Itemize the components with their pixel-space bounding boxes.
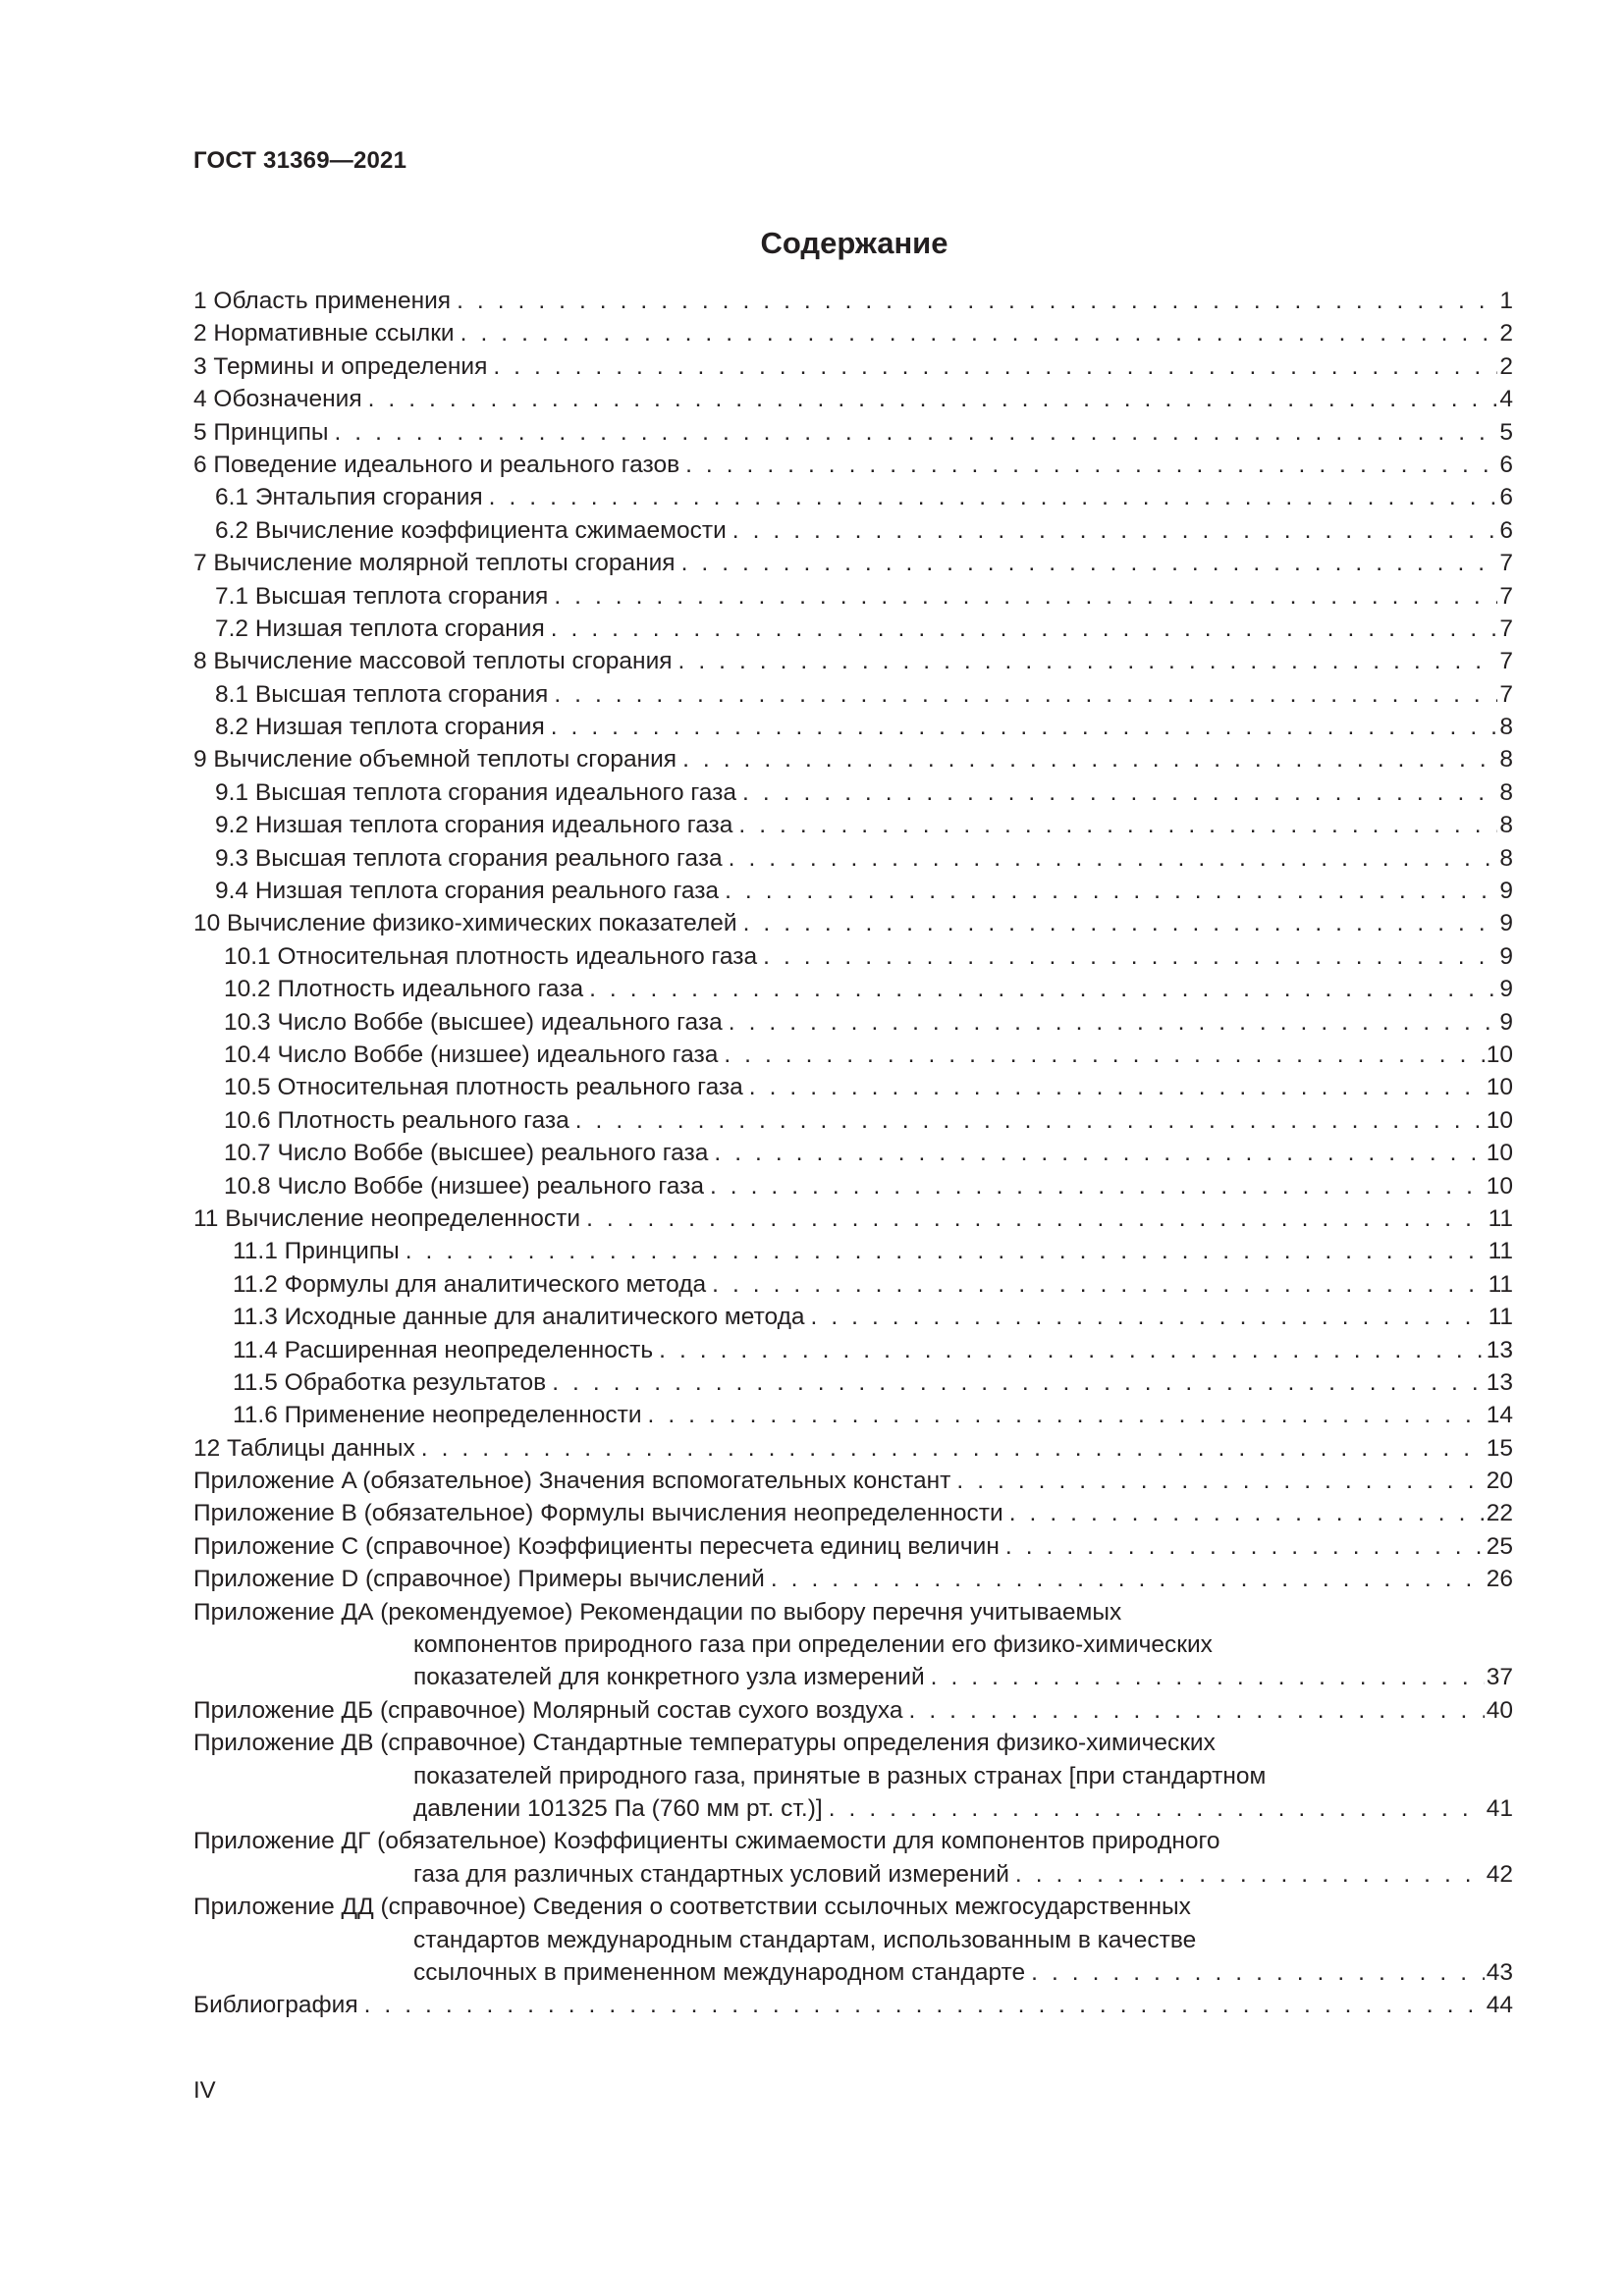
- toc-entry-row: [193, 285, 1513, 317]
- dot-leader: [729, 1006, 1498, 1039]
- toc-entry-title: 6.2 Вычисление коэффициента сжимаемости: [215, 516, 727, 544]
- toc-entry-page: 11: [1488, 1304, 1513, 1331]
- dot-leader: [712, 1268, 1486, 1301]
- toc-entry[interactable]: [193, 1006, 1513, 1039]
- toc-entry-row: [193, 317, 1513, 349]
- toc-entry[interactable]: [193, 809, 1513, 841]
- toc-entry[interactable]: [193, 776, 1513, 809]
- toc-entry-row: [193, 1202, 1513, 1235]
- toc-entry-row: [215, 842, 1513, 875]
- dot-leader: [586, 1202, 1486, 1235]
- toc-entry-page: 26: [1486, 1566, 1513, 1593]
- dot-leader: [489, 481, 1498, 513]
- toc-entry-page: 11: [1488, 1238, 1513, 1265]
- toc-entry-title-line: стандартов международным стандартам, использованным в качестве: [413, 1926, 1197, 1953]
- toc-entry-page: 1: [1499, 288, 1513, 314]
- dot-leader: [1015, 1858, 1485, 1891]
- toc-entry-row: [224, 1071, 1513, 1103]
- toc-entry[interactable]: [193, 743, 1513, 775]
- dot-leader: [575, 1104, 1485, 1137]
- dot-leader: [729, 842, 1498, 875]
- page-number: IV: [193, 2077, 216, 2104]
- toc-entry-title: 6 Поведение идеального и реального газов: [193, 451, 680, 478]
- toc-entry-page: 8: [1499, 812, 1513, 839]
- toc-entry-title: 9.4 Низшая теплота сгорания реального газа: [215, 878, 720, 905]
- toc-title: Содержание: [760, 226, 948, 260]
- toc-entry-row: [193, 1530, 1513, 1563]
- toc-entry-row: [193, 1465, 1513, 1497]
- toc-entry-row: [215, 809, 1513, 841]
- toc-entry-row: [193, 907, 1513, 939]
- toc-entry-page: 13: [1486, 1336, 1513, 1363]
- toc-entry[interactable]: [193, 1596, 1513, 1694]
- dot-leader: [648, 1399, 1485, 1431]
- toc-entry-row: [215, 776, 1513, 809]
- toc-entry-page: 22: [1486, 1500, 1513, 1527]
- toc-entry[interactable]: [193, 1235, 1513, 1267]
- dot-leader: [678, 645, 1498, 677]
- toc-entry-title: 6.1 Энтальпия сгорания: [215, 484, 483, 511]
- toc-entry-title: 10.1 Относительная плотность идеального газа: [224, 942, 758, 970]
- toc-entry-title: 10 Вычисление физико-химических показателей: [193, 910, 737, 937]
- toc-entry[interactable]: [193, 678, 1513, 711]
- toc-entry-row: [233, 1399, 1513, 1431]
- toc-entry-title: 9.1 Высшая теплота сгорания идеального газа: [215, 778, 736, 806]
- toc-entry-title: Приложение ДБ (справочное) Молярный состав сухого воздуха: [193, 1696, 903, 1724]
- toc-entry-title: 10.5 Относительная плотность реального газа: [224, 1074, 743, 1101]
- toc-entry-page: 8: [1499, 778, 1513, 806]
- toc-entry[interactable]: [193, 1825, 1513, 1891]
- dot-leader: [364, 1989, 1485, 2021]
- toc-entry-page: 41: [1486, 1794, 1513, 1822]
- dot-leader: [551, 613, 1498, 645]
- toc-entry-row: [224, 1137, 1513, 1169]
- toc-entry-page: 11: [1488, 1270, 1513, 1298]
- toc-entry[interactable]: [193, 1399, 1513, 1431]
- toc-entry-title: Библиография: [193, 1992, 358, 2019]
- dot-leader: [334, 416, 1497, 449]
- toc-entry-title-line: компонентов природного газа при определении его физико-химических: [413, 1631, 1213, 1659]
- toc-entry[interactable]: [193, 547, 1513, 579]
- dot-leader: [738, 809, 1497, 841]
- toc-entry[interactable]: [193, 1989, 1513, 2021]
- toc-entry[interactable]: [193, 1071, 1513, 1103]
- toc-entry-page: 9: [1499, 1008, 1513, 1036]
- toc-entry-title: 1 Область применения: [193, 288, 452, 314]
- toc-entry[interactable]: [193, 1137, 1513, 1169]
- toc-entry[interactable]: [193, 1432, 1513, 1465]
- dot-leader: [406, 1235, 1487, 1267]
- toc-entry[interactable]: [193, 1891, 1513, 1989]
- toc-entry-row: [215, 580, 1513, 613]
- toc-entry-page: 13: [1486, 1368, 1513, 1396]
- toc-entry-page: 37: [1486, 1664, 1513, 1691]
- toc-entry-page: 2: [1499, 352, 1513, 380]
- toc-entry-title: Приложение D (справочное) Примеры вычислений: [193, 1566, 765, 1593]
- toc-entry-row: [224, 973, 1513, 1005]
- toc-entry-page: 15: [1486, 1434, 1513, 1462]
- toc-entry-page: 8: [1499, 714, 1513, 741]
- toc-entry-title: 11.3 Исходные данные для аналитического метода: [233, 1304, 805, 1331]
- toc-entry-title-line: Приложение ДД (справочное) Сведения о соответствии ссылочных межгосударственных: [193, 1894, 1191, 1921]
- toc-entry-row: [215, 678, 1513, 711]
- toc-entry[interactable]: [193, 940, 1513, 973]
- dot-leader: [685, 449, 1497, 481]
- dot-leader: [763, 940, 1497, 973]
- toc-entry-title: 7.1 Высшая теплота сгорания: [215, 582, 549, 610]
- toc-entry[interactable]: [193, 1202, 1513, 1235]
- toc-entry-row: [193, 449, 1513, 481]
- toc-entry-title: Приложение B (обязательное) Формулы вычисления неопределенности: [193, 1500, 1003, 1527]
- dot-leader: [421, 1432, 1485, 1465]
- toc-entry-title-line: Приложение ДГ (обязательное) Коэффициенты сжимаемости для компонентов природного: [193, 1828, 1220, 1855]
- toc-entry-title: 8.1 Высшая теплота сгорания: [215, 680, 549, 708]
- toc-entry-page: 7: [1499, 614, 1513, 642]
- toc-entry-title: 7.2 Низшая теплота сгорания: [215, 614, 545, 642]
- toc-entry-page: 14: [1486, 1402, 1513, 1429]
- toc-entry-title: 10.4 Число Воббе (низшее) идеального газа: [224, 1041, 719, 1068]
- toc-entry[interactable]: [193, 1170, 1513, 1202]
- toc-entry-row: [193, 1694, 1513, 1727]
- toc-entry[interactable]: [193, 481, 1513, 513]
- toc-entry-page: 20: [1486, 1468, 1513, 1495]
- toc-entry-row: [215, 711, 1513, 743]
- toc-entry-row: [193, 1989, 1513, 2021]
- toc-entry-title: 8 Вычисление массовой теплоты сгорания: [193, 648, 673, 675]
- toc-entry-title: 10.8 Число Воббе (низшее) реального газа: [224, 1172, 704, 1200]
- toc-entry-page: 2: [1499, 320, 1513, 347]
- toc-entry-row: [193, 383, 1513, 415]
- toc-entry-title: 8.2 Низшая теплота сгорания: [215, 714, 545, 741]
- toc-entry-title: ссылочных в примененном международном стандарте: [413, 1958, 1026, 1986]
- toc-entry-title: Приложение C (справочное) Коэффициенты пересчета единиц величин: [193, 1532, 1000, 1560]
- toc-entry-row: [224, 1104, 1513, 1137]
- dot-leader: [589, 973, 1497, 1005]
- toc-entry[interactable]: [193, 1334, 1513, 1366]
- toc-entry-page: 8: [1499, 844, 1513, 872]
- toc-entry-page: 8: [1499, 746, 1513, 774]
- toc-entry[interactable]: [193, 842, 1513, 875]
- dot-leader: [460, 317, 1498, 349]
- toc-entry-page: 7: [1499, 648, 1513, 675]
- toc-entry-title: 11 Вычисление неопределенности: [193, 1204, 581, 1232]
- toc-entry-page: 7: [1499, 550, 1513, 577]
- toc-entry[interactable]: [193, 1301, 1513, 1333]
- toc-entry-page: 44: [1486, 1992, 1513, 2019]
- toc-entry-page: 11: [1488, 1204, 1513, 1232]
- toc-entry-title: 11.4 Расширенная неопределенность: [233, 1336, 654, 1363]
- toc-entry-page: 42: [1486, 1860, 1513, 1888]
- toc-entry[interactable]: [193, 1039, 1513, 1071]
- dot-leader: [552, 1366, 1485, 1399]
- toc-entry-page: 4: [1499, 386, 1513, 413]
- toc-entry-row: [233, 1334, 1513, 1366]
- toc-entry[interactable]: [193, 711, 1513, 743]
- toc-entry-page: 6: [1499, 484, 1513, 511]
- toc-entry-title: 12 Таблицы данных: [193, 1434, 415, 1462]
- toc-entry[interactable]: [193, 514, 1513, 547]
- toc-entry-title: 9 Вычисление объемной теплоты сгорания: [193, 746, 677, 774]
- toc-entry-row: [193, 1563, 1513, 1595]
- dot-leader: [749, 1071, 1485, 1103]
- toc-entry-page: 40: [1486, 1696, 1513, 1724]
- toc-entry-title: 7 Вычисление молярной теплоты сгорания: [193, 550, 676, 577]
- dot-leader: [681, 547, 1498, 579]
- toc-entry-page: 9: [1499, 910, 1513, 937]
- dot-leader: [659, 1334, 1485, 1366]
- toc-entry-page: 10: [1486, 1106, 1513, 1134]
- toc-entry-row: [193, 547, 1513, 579]
- toc-entry-row: [215, 481, 1513, 513]
- toc-entry-title-line: показателей природного газа, принятые в разных странах [при стандартном: [413, 1762, 1267, 1789]
- toc-entry[interactable]: [193, 1465, 1513, 1497]
- dot-leader: [554, 580, 1497, 613]
- toc-entry[interactable]: [193, 449, 1513, 481]
- dot-leader: [682, 743, 1497, 775]
- toc-entry[interactable]: [193, 580, 1513, 613]
- toc-entry[interactable]: [193, 416, 1513, 449]
- toc-entry[interactable]: [193, 383, 1513, 415]
- toc-entry-page: 9: [1499, 942, 1513, 970]
- toc-entry-title: 11.1 Принципы: [233, 1238, 400, 1265]
- dot-leader: [732, 514, 1498, 547]
- toc-entry-row: [193, 350, 1513, 383]
- dot-leader: [771, 1563, 1485, 1595]
- toc-entry[interactable]: [193, 907, 1513, 939]
- toc-entry-row: [233, 1301, 1513, 1333]
- toc-entry[interactable]: [193, 317, 1513, 349]
- toc-entry-title: 11.2 Формулы для аналитического метода: [233, 1270, 707, 1298]
- toc-entry-title-line: Приложение ДА (рекомендуемое) Рекомендации по выбору перечня учитываемых: [193, 1598, 1122, 1626]
- dot-leader: [1031, 1956, 1485, 1989]
- toc-entry-page: 10: [1486, 1041, 1513, 1068]
- toc-entry-page: 6: [1499, 516, 1513, 544]
- toc-entry-title: давлении 101325 Па (760 мм рт. ст.)]: [413, 1794, 823, 1822]
- toc-entry[interactable]: [193, 875, 1513, 907]
- toc-entry-title: 9.2 Низшая теплота сгорания идеального газа: [215, 812, 733, 839]
- toc-entry[interactable]: [193, 285, 1513, 317]
- dot-leader: [724, 1039, 1484, 1071]
- toc-entry-title: 3 Термины и определения: [193, 352, 488, 380]
- toc-entry-row: [193, 1956, 1513, 1989]
- dot-leader: [956, 1465, 1484, 1497]
- dot-leader: [742, 776, 1497, 809]
- toc-entry-row: [224, 1006, 1513, 1039]
- dot-leader: [457, 285, 1497, 317]
- dot-leader: [710, 1170, 1485, 1202]
- toc-entry-row: [193, 645, 1513, 677]
- toc-entry-page: 7: [1499, 582, 1513, 610]
- dot-leader: [1009, 1497, 1485, 1529]
- dot-leader: [493, 350, 1497, 383]
- dot-leader: [743, 907, 1498, 939]
- toc-entry-page: 25: [1486, 1532, 1513, 1560]
- toc-entry[interactable]: [193, 1104, 1513, 1137]
- toc-entry-row: [215, 514, 1513, 547]
- toc-entry-title: 11.6 Применение неопределенности: [233, 1402, 642, 1429]
- toc-entry-title: показателей для конкретного узла измерений: [413, 1664, 925, 1691]
- toc-entry[interactable]: [193, 1694, 1513, 1727]
- toc-entry-row: [193, 743, 1513, 775]
- toc-entry-page: 10: [1486, 1172, 1513, 1200]
- toc-entry[interactable]: [193, 1497, 1513, 1529]
- toc-entry-title: 4 Обозначения: [193, 386, 362, 413]
- dot-leader: [931, 1661, 1485, 1693]
- document-designation: ГОСТ 31369—2021: [193, 147, 407, 174]
- toc-entry-row: [193, 1432, 1513, 1465]
- toc-entry[interactable]: [193, 1530, 1513, 1563]
- toc-entry-page: 7: [1499, 680, 1513, 708]
- toc-entry-page: 10: [1486, 1074, 1513, 1101]
- toc-entry-title: 10.6 Плотность реального газа: [224, 1106, 569, 1134]
- dot-leader: [909, 1694, 1485, 1727]
- toc-entry-title: Приложение A (обязательное) Значения вспомогательных констант: [193, 1468, 951, 1495]
- dot-leader: [554, 678, 1497, 711]
- toc-entry-page: 9: [1499, 878, 1513, 905]
- toc-entry-title: 10.7 Число Воббе (высшее) реального газа: [224, 1140, 709, 1167]
- toc-entry-title: 11.5 Обработка результатов: [233, 1368, 547, 1396]
- toc-entry-row: [193, 1858, 1513, 1891]
- dot-leader: [368, 383, 1498, 415]
- dot-leader: [829, 1792, 1485, 1825]
- toc-entry-row: [224, 1039, 1513, 1071]
- dot-leader: [811, 1301, 1487, 1333]
- toc-entry-page: 43: [1486, 1958, 1513, 1986]
- toc-entry-page: 6: [1499, 451, 1513, 478]
- toc-entry[interactable]: [193, 1563, 1513, 1595]
- dot-leader: [1005, 1530, 1485, 1563]
- toc-entry[interactable]: [193, 645, 1513, 677]
- toc-entry[interactable]: [193, 973, 1513, 1005]
- toc-entry-page: 10: [1486, 1140, 1513, 1167]
- toc-entry-row: [224, 940, 1513, 973]
- toc-entry-row: [193, 416, 1513, 449]
- toc-entry-row: [193, 1661, 1513, 1693]
- toc-entry-row: [193, 1497, 1513, 1529]
- toc-entry-row: [215, 613, 1513, 645]
- toc-entry-title: 10.2 Плотность идеального газа: [224, 976, 584, 1003]
- toc-entry-page: 5: [1499, 418, 1513, 446]
- dot-leader: [725, 875, 1497, 907]
- toc-entry[interactable]: [193, 1268, 1513, 1301]
- toc-entry-title-line: Приложение ДВ (справочное) Стандартные температуры определения физико-химических: [193, 1730, 1216, 1757]
- toc-entry-row: [233, 1366, 1513, 1399]
- table-of-contents: [193, 285, 1513, 2022]
- toc-entry-row: [233, 1268, 1513, 1301]
- toc-entry-title: 2 Нормативные ссылки: [193, 320, 455, 347]
- toc-entry[interactable]: [193, 1727, 1513, 1825]
- dot-leader: [714, 1137, 1484, 1169]
- toc-entry-row: [224, 1170, 1513, 1202]
- toc-entry[interactable]: [193, 613, 1513, 645]
- toc-entry-title: газа для различных стандартных условий измерений: [413, 1860, 1009, 1888]
- toc-entry-row: [215, 875, 1513, 907]
- toc-entry[interactable]: [193, 1366, 1513, 1399]
- toc-entry-title: 5 Принципы: [193, 418, 329, 446]
- dot-leader: [551, 711, 1498, 743]
- toc-entry-page: 9: [1499, 976, 1513, 1003]
- toc-entry-row: [233, 1235, 1513, 1267]
- toc-entry-title: 10.3 Число Воббе (высшее) идеального газа: [224, 1008, 723, 1036]
- toc-entry-row: [193, 1792, 1513, 1825]
- toc-entry-title: 9.3 Высшая теплота сгорания реального газа: [215, 844, 723, 872]
- toc-entry[interactable]: [193, 350, 1513, 383]
